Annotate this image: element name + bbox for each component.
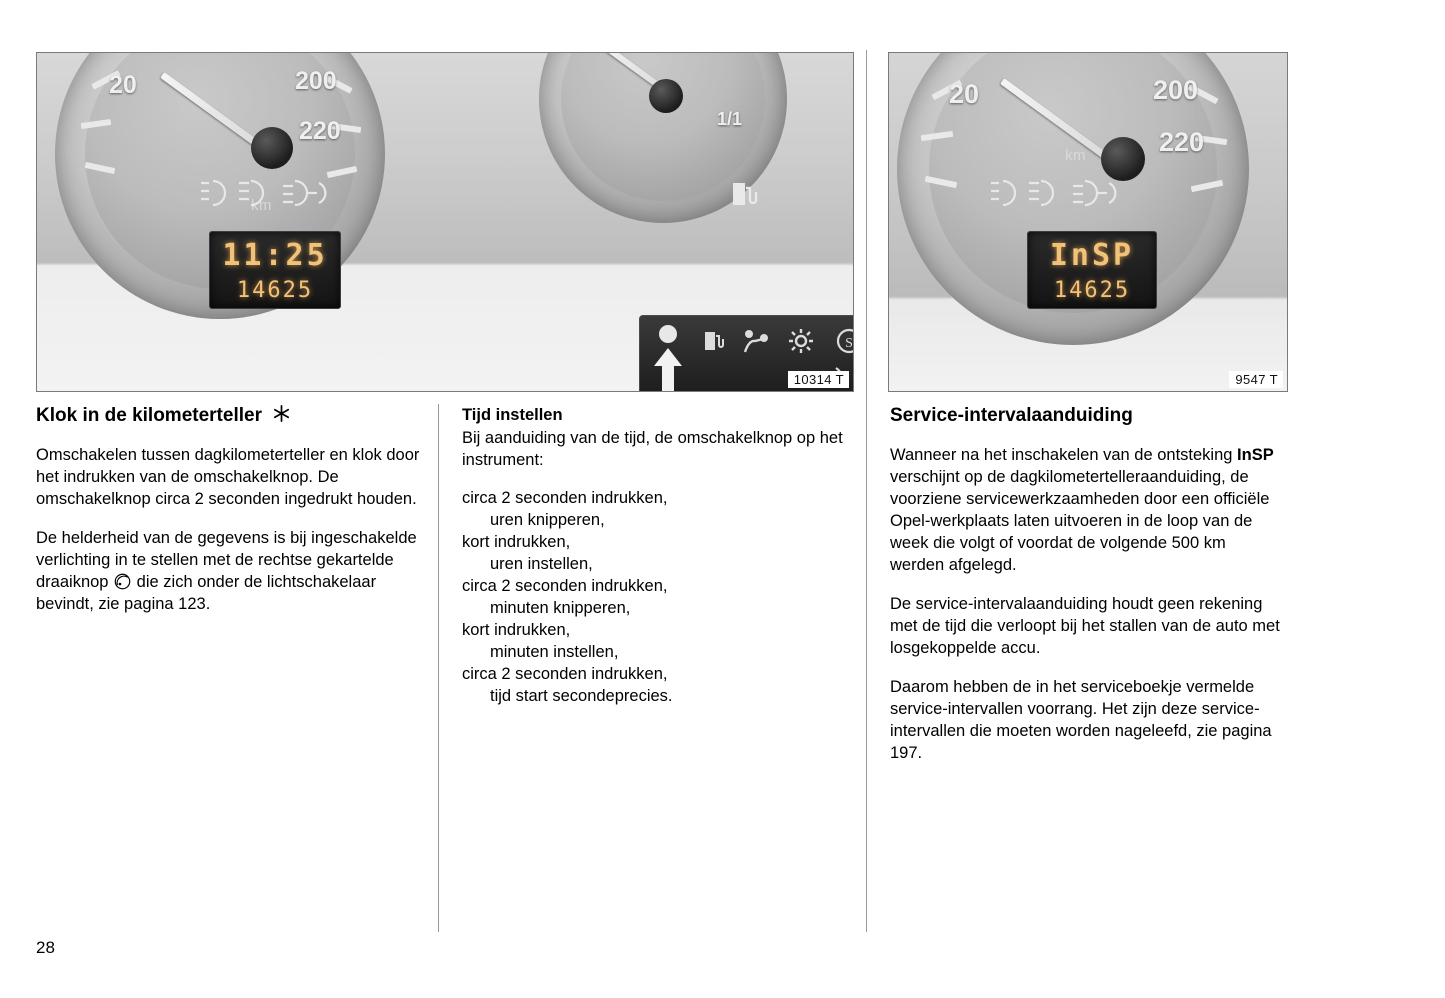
speedometer-hub [251, 127, 293, 169]
speed-tick-label: 20 [949, 79, 980, 109]
step-item: kort indrukken, [462, 621, 571, 639]
step-item: uren instellen, [490, 555, 593, 573]
speed-tick-label: 200 [295, 67, 337, 95]
airbag-icon [742, 328, 768, 354]
odometer-clock-display [209, 231, 341, 309]
paragraph-service-3: Daarom hebben de in het serviceboekje vermelde service-intervallen voorrang. Het zijn deze service-intervallen die moeten worden nageleefd, zie pagina 197. [890, 678, 1272, 762]
paragraph-brightness [36, 527, 421, 615]
clock-value: 11:25 [222, 238, 328, 273]
dimmer-wheel-icon [114, 573, 131, 590]
page-number: 28 [36, 938, 55, 957]
figure-instrument-cluster-clock [36, 52, 854, 392]
fuel-hub [649, 79, 683, 113]
column-divider-left [438, 404, 439, 932]
column-divider-right [866, 50, 867, 932]
seat-belt-icon [648, 322, 688, 392]
section-heading-time-setting: Tijd instellen [462, 406, 563, 424]
step-item: circa 2 seconden indrukken, [462, 665, 668, 683]
service-text-a: Wanneer na het inschakelen van de ontsteking [890, 446, 1233, 464]
snowflake-asterisk-icon [272, 404, 291, 423]
section-heading-clock [36, 404, 421, 428]
figure-service-interval-display [888, 52, 1288, 392]
step-item: tijd start secondeprecies. [490, 687, 673, 705]
speed-tick-label: 220 [1159, 127, 1205, 157]
fuel-full-label: 1/1 [717, 109, 743, 129]
tell-tale-symbols [199, 171, 359, 215]
paragraph-service-2: De service-intervalaanduiding houdt geen rekening met de tijd die verloopt bij het stallen van de auto met losgekoppelde accu. [890, 595, 1280, 657]
service-code-bold: InSP [1237, 446, 1274, 464]
fuel-reserve-icon [702, 330, 724, 354]
column-clock [36, 404, 421, 632]
step-item: kort indrukken, [462, 533, 571, 551]
speed-tick-label: 200 [1153, 75, 1199, 105]
brightness-text-b: rechtse gekartelde draaiknop [36, 551, 394, 591]
service-interval-display [1027, 231, 1157, 309]
figure-caption: 10314 T [788, 371, 849, 388]
odometer-value: 14625 [1053, 278, 1131, 303]
column-service-interval [890, 404, 1282, 781]
brightness-text-c: die zich onder de lichtschakelaar bevindt, zie pagina 123. [36, 573, 377, 613]
figure-caption: 9547 T [1229, 371, 1283, 388]
step-item: circa 2 seconden indrukken, [462, 489, 668, 507]
service-text-b: verschijnt op de dagkilometertelleraanduiding, de voorziene servicewerkzaamheden door een officiële Opel-werkplaats laten uitvoeren in de loop van de week die volgt of voordat de volgende 500 km werden afgelegd. [890, 468, 1270, 574]
section-heading-service-interval: Service-intervalaanduiding [890, 405, 1133, 426]
heading-text: Klok in de kilometerteller [36, 405, 262, 426]
speed-tick-label: 220 [299, 117, 341, 145]
speed-unit-label: km [251, 197, 272, 214]
service-icon [836, 328, 854, 354]
step-item: circa 2 seconden indrukken, [462, 577, 668, 595]
column-time-setting [462, 404, 844, 707]
paragraph-service-1 [890, 444, 1282, 576]
tell-tale-symbols [989, 171, 1149, 215]
step-item: uren knipperen, [490, 511, 605, 529]
step-item: minuten knipperen, [490, 599, 631, 617]
speed-unit-label: km [1065, 147, 1086, 164]
step-item: minuten instellen, [490, 643, 619, 661]
speed-tick-label: 20 [109, 71, 137, 99]
paragraph-time-intro: Bij aanduiding van de tijd, de omschakelknop op het instrument: [462, 429, 843, 469]
time-setting-steps [462, 487, 844, 707]
paragraph-switch: Omschakelen tussen dagkilometerteller en klok door het indrukken van de omschakelknop. De omschakelknop circa 2 seconden ingedrukt houden. [36, 446, 420, 508]
fuel-pump-icon [729, 179, 759, 211]
odometer-value: 14625 [236, 278, 314, 303]
service-code-value: InSP [1049, 238, 1135, 273]
brightness-text-a: De helderheid van de gegevens is bij ingeschakelde verlichting in te stellen met de [36, 529, 417, 569]
glow-plug-icon [788, 328, 814, 354]
svg-text:S: S [845, 336, 853, 351]
